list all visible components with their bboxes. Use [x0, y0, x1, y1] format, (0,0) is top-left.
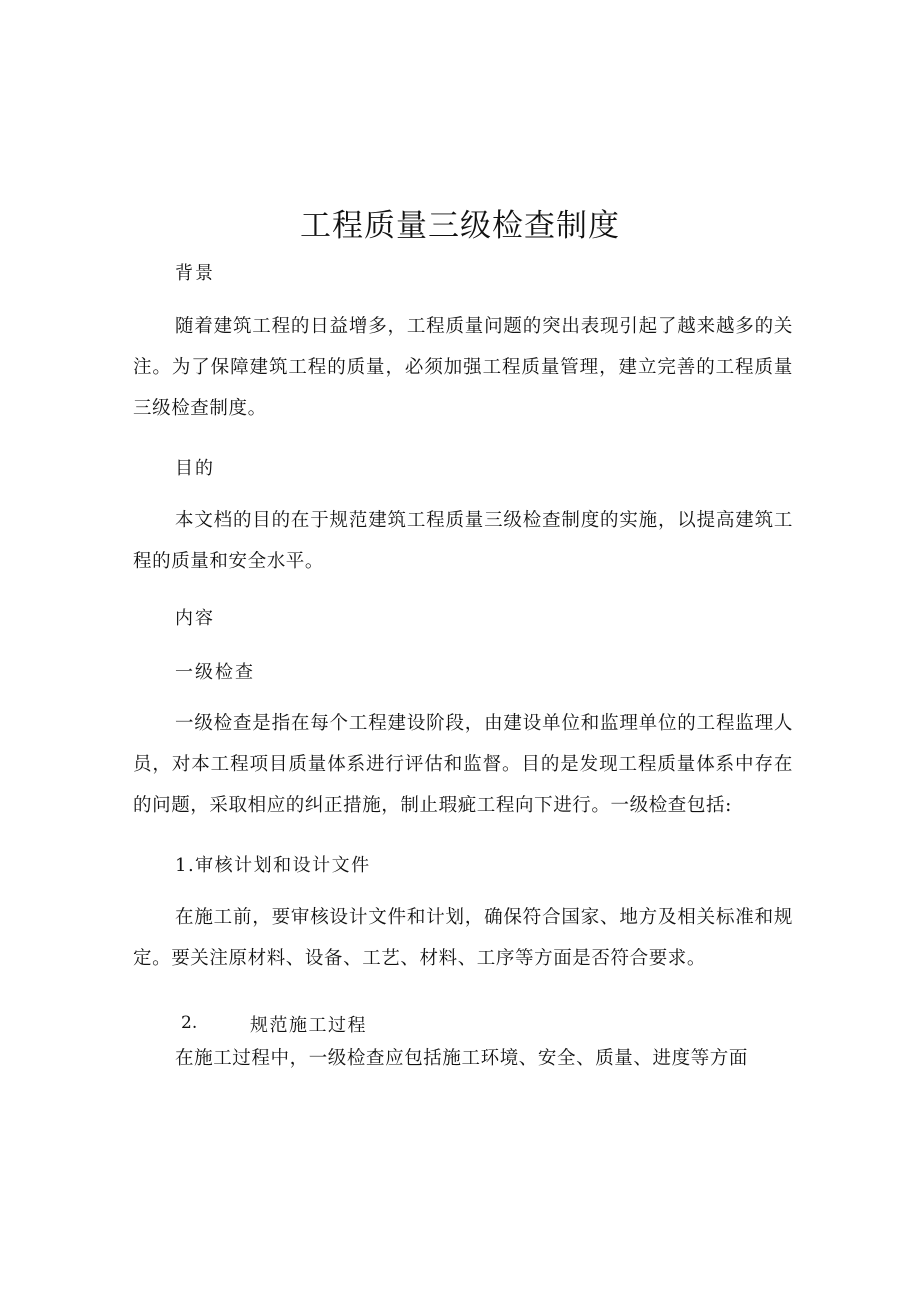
item2-paragraph: 在施工过程中，一级检查应包括施工环境、安全、质量、进度等方面 — [175, 1048, 749, 1069]
background-paragraph: 随着建筑工程的日益增多，工程质量问题的突出表现引起了越来越多的关注。为了保障建筑工程的质量，必须加强工程质量管理，建立完善的工程质量三级检查制度。 — [133, 316, 793, 419]
item2-label: 规范施工过程 — [250, 1015, 367, 1036]
level1-heading: 一级检查 — [175, 662, 255, 683]
item1-paragraph: 在施工前，要审核设计文件和计划，确保符合国家、地方及相关标准和规定。要关注原材料、设备、工艺、材料、工序等方面是否符合要求。 — [133, 907, 793, 969]
purpose-paragraph: 本文档的目的在于规范建筑工程质量三级检查制度的实施，以提高建筑工程的质量和安全水平。 — [133, 510, 793, 572]
item1-label: 1.审核计划和设计文件 — [175, 855, 371, 876]
item2-number: 2. — [181, 1013, 198, 1033]
background-heading: 背景 — [175, 263, 215, 284]
content-heading: 内容 — [175, 608, 215, 629]
purpose-heading: 目的 — [175, 458, 215, 479]
document-title: 工程质量三级检查制度 — [300, 208, 620, 244]
level1-paragraph: 一级检查是指在每个工程建设阶段，由建设单位和监理单位的工程监理人员，对本工程项目质量体系进行评估和监督。目的是发现工程质量体系中存在的问题，采取相应的纠正措施，制止瑕疵工程向下进行。一级检查包括: — [133, 713, 793, 816]
